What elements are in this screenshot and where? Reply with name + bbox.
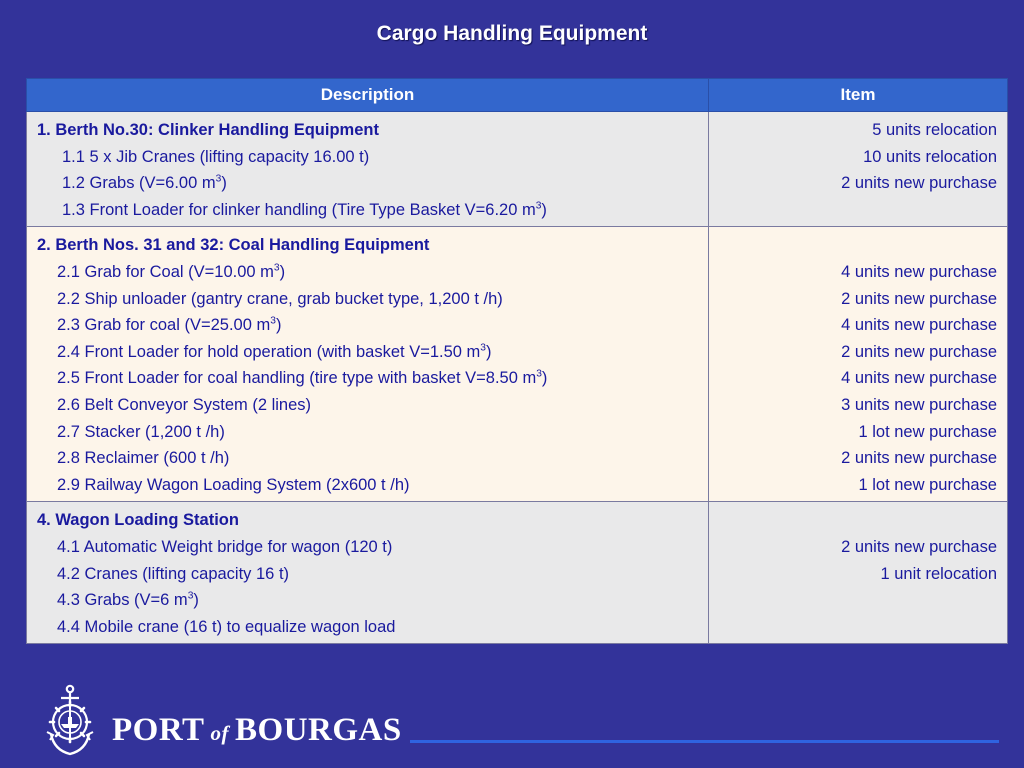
item-value: 2 units new purchase	[841, 289, 997, 308]
port-of-bourgas-logo: PORT of BOURGAS	[112, 712, 402, 748]
equipment-line: 4.4 Mobile crane (16 t) to equalize wagon load	[57, 617, 396, 636]
equipment-line: 2.7 Stacker (1,200 t /h)	[57, 422, 225, 441]
equipment-line: 2.2 Ship unloader (gantry crane, grab bucket type, 1,200 t /h)	[57, 289, 503, 308]
item-cell	[709, 227, 1008, 502]
item-value: 10 units relocation	[863, 147, 997, 166]
section-berth-31-32	[27, 227, 1008, 502]
equipment-line: 2.8 Reclaimer (600 t /h)	[57, 449, 230, 468]
item-value	[719, 232, 997, 259]
description-cell	[27, 502, 709, 644]
equipment-line: 2.3 Grab for coal (V=25.00 $m^3$)	[57, 315, 282, 335]
equipment-table	[26, 78, 1008, 644]
section-heading: 1. Berth No.30: Clinker Handling Equipment	[37, 121, 379, 139]
equipment-line: 2.5 Front Loader for coal handling (tire type with basket V=8.50 $m^3$)	[57, 368, 548, 388]
item-value: 1 unit relocation	[880, 564, 997, 583]
item-value: 2 units new purchase	[841, 537, 997, 556]
header-description: Description	[27, 79, 709, 112]
item-value: 2 units new purchase	[841, 342, 997, 361]
item-value: 3 units new purchase	[841, 395, 997, 414]
item-cell	[709, 112, 1008, 227]
item-value	[719, 614, 997, 641]
item-value	[719, 507, 997, 534]
item-value	[719, 197, 997, 224]
footer-divider	[410, 740, 999, 743]
section-heading: 4. Wagon Loading Station	[37, 511, 239, 530]
item-value: 2 units new purchase	[841, 449, 997, 468]
equipment-line: 4.3 Grabs (V=6 $m^3$)	[57, 590, 199, 610]
header-item: Item	[709, 79, 1008, 112]
equipment-line: 2.9 Railway Wagon Loading System (2x600 t /h)	[57, 475, 410, 494]
section-berth-30	[27, 112, 1008, 227]
equipment-line: 4.2 Cranes (lifting capacity 16 t)	[57, 564, 290, 583]
equipment-line: 1.3 Front Loader for clinker handling (Tire Type Basket V=6.20 $m^3$)	[62, 200, 547, 219]
item-value: 4 units new purchase	[841, 316, 997, 335]
item-value: 1 lot new purchase	[858, 422, 997, 441]
page-title: Cargo Handling Equipment	[376, 22, 648, 45]
section-heading: 2. Berth Nos. 31 and 32: Coal Handling Equipment	[37, 236, 430, 255]
item-cell	[709, 502, 1008, 644]
equipment-line: 1.2 Grabs (V=6.00 $m^3$)	[62, 173, 227, 193]
equipment-line: 2.4 Front Loader for hold operation (with basket V=1.50 $m^3$)	[57, 342, 492, 361]
description-cell	[27, 227, 709, 502]
equipment-line: 2.1 Grab for Coal (V=10.00 $m^3$)	[57, 262, 286, 281]
item-value: 2 units new purchase	[841, 174, 997, 193]
table-header-row	[27, 79, 1008, 112]
item-value	[719, 587, 997, 614]
item-value: 5 units relocation	[872, 121, 997, 139]
section-wagon-loading	[27, 502, 1008, 644]
item-value: 1 lot new purchase	[858, 475, 997, 494]
equipment-line: 4.1 Automatic Weight bridge for wagon (120 t)	[57, 537, 393, 556]
item-value: 4 units new purchase	[841, 262, 997, 281]
item-value: 4 units new purchase	[841, 369, 997, 388]
equipment-line: 2.6 Belt Conveyor System (2 lines)	[57, 395, 312, 414]
description-cell	[27, 112, 709, 227]
equipment-line: 1.1 5 x Jib Cranes (lifting capacity 16.00 t)	[62, 147, 370, 166]
anchor-ship-wheel-icon	[44, 684, 96, 758]
